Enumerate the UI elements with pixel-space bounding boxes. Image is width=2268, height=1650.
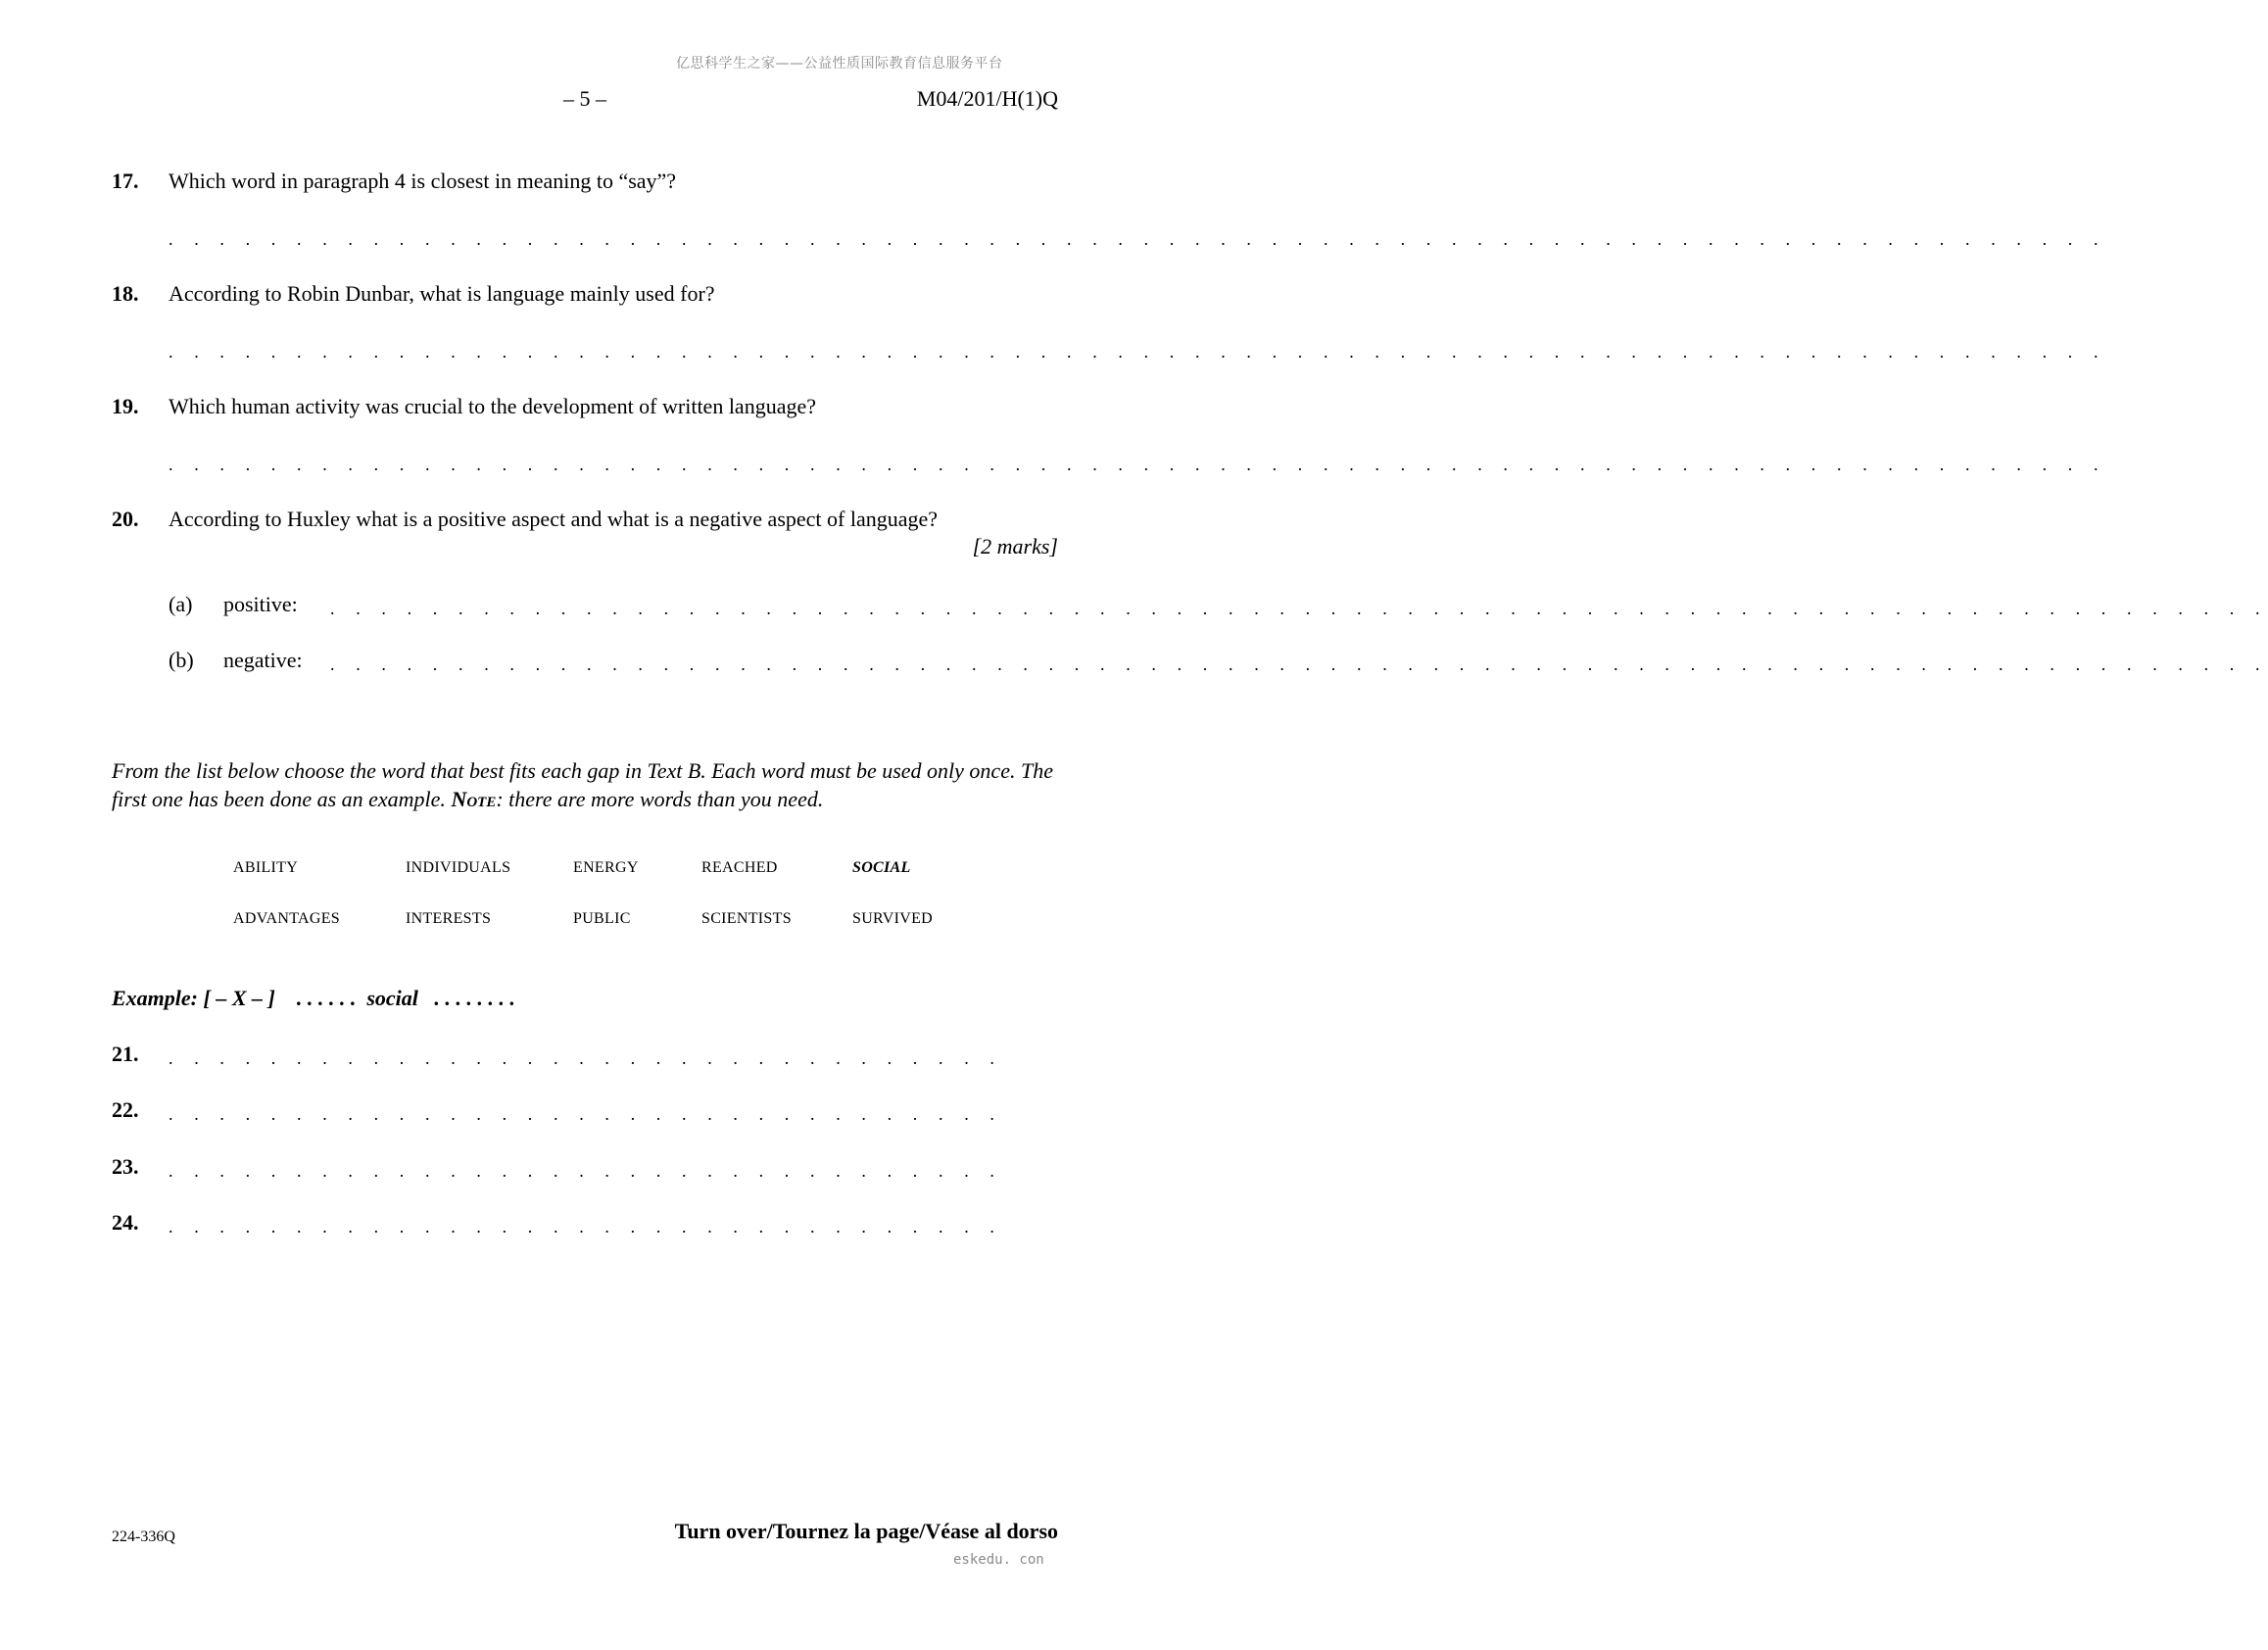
example-answer: social (366, 986, 418, 1010)
word-individuals: INDIVIDUALS (406, 859, 511, 876)
part-b-label: (b) (169, 648, 194, 672)
part-a-label: (a) (169, 592, 193, 616)
word-interests: INTERESTS (406, 910, 492, 927)
header-watermark: 亿思科学生之家——公益性质国际教育信息服务平台 (676, 56, 1003, 72)
footer-turn-over: Turn over/Tournez la page/Véase al dorso (674, 1519, 1058, 1543)
example-dots-after: . . . . . . . . (434, 986, 515, 1010)
gap-21-number: 21. (112, 1042, 139, 1066)
note-label: Note (451, 787, 497, 811)
part-a-name: positive: (223, 592, 298, 616)
example-dots-before: . . . . . . (296, 986, 357, 1010)
word-public: PUBLIC (573, 910, 631, 927)
instructions-part1: From the list below choose the word that best fits each gap in Text B. Each word must be used only once. The first one has been done as an example. (112, 758, 1053, 811)
gap-23-answer-line[interactable]: . . . . . . . . . . . . . . . . . . . . . . . . . . . . . . . . . (169, 1161, 1003, 1181)
gap-22-answer-line[interactable]: . . . . . . . . . . . . . . . . . . . . . . . . . . . . . . . . . (169, 1104, 1003, 1124)
question-19-number: 19. (112, 394, 139, 418)
word-ability: ABILITY (233, 859, 299, 876)
gap-21-answer-line[interactable]: . . . . . . . . . . . . . . . . . . . . . . . . . . . . . . . . . (169, 1048, 1003, 1068)
question-17-text: Which word in paragraph 4 is closest in meaning to “say”? (169, 169, 677, 193)
paper-code: M04/201/H(1)Q (916, 86, 1058, 111)
footer-code: 224-336Q (112, 1529, 175, 1545)
word-scientists: SCIENTISTS (701, 910, 792, 927)
gap-23-number: 23. (112, 1154, 139, 1179)
part-b-name: negative: (223, 648, 303, 672)
question-19-text: Which human activity was crucial to the development of written language? (169, 394, 816, 418)
question-20-marks: [2 marks] (972, 534, 1058, 558)
gap-24-answer-line[interactable]: . . . . . . . . . . . . . . . . . . . . . . . . . . . . . . . . . (169, 1217, 1003, 1237)
question-19-answer-line[interactable]: . . . . . . . . . . . . . . . . . . . . . . . . . . . . . . . . . . . . . . . . . . . . . . . . . . . . . . . . . . . . . . . . . . . . . . . . . . . . (169, 455, 2107, 474)
word-social: SOCIAL (852, 859, 911, 876)
question-18-answer-line[interactable]: . . . . . . . . . . . . . . . . . . . . . . . . . . . . . . . . . . . . . . . . . . . . . . . . . . . . . . . . . . . . . . . . . . . . . . . . . . . . (169, 342, 2107, 362)
word-energy: ENERGY (573, 859, 639, 876)
question-18-text: According to Robin Dunbar, what is language mainly used for? (169, 281, 715, 306)
word-reached: REACHED (701, 859, 778, 876)
footer-watermark: eskedu. con (953, 1552, 1044, 1568)
part-a-answer-line[interactable]: . . . . . . . . . . . . . . . . . . . . . . . . . . . . . . . . . . . . . . . . . . . . . . . . . . . . . . . . . . . . . . . . . . . . . . . . . . . . (330, 599, 2268, 618)
question-18-number: 18. (112, 281, 139, 306)
question-17-number: 17. (112, 169, 139, 193)
instructions-part2: : there are more words than you need. (496, 787, 824, 811)
question-20-text: According to Huxley what is a positive aspect and what is a negative aspect of language? (169, 507, 939, 531)
part-b-answer-line[interactable]: . . . . . . . . . . . . . . . . . . . . . . . . . . . . . . . . . . . . . . . . . . . . . . . . . . . . . . . . . . . . . . . . . . . . . . . . . . . . (330, 655, 2268, 674)
word-survived: SURVIVED (852, 910, 934, 927)
instructions (112, 756, 1062, 813)
example-label: Example: [ – X – ] (112, 986, 275, 1010)
gap-24-number: 24. (112, 1210, 139, 1235)
word-advantages: ADVANTAGES (233, 910, 340, 927)
example-line (112, 986, 515, 1011)
page-number: – 5 – (563, 86, 606, 111)
question-20-number: 20. (112, 507, 139, 531)
gap-22-number: 22. (112, 1097, 139, 1122)
question-17-answer-line[interactable]: . . . . . . . . . . . . . . . . . . . . . . . . . . . . . . . . . . . . . . . . . . . . . . . . . . . . . . . . . . . . . . . . . . . . . . . . . . . . (169, 229, 2107, 249)
